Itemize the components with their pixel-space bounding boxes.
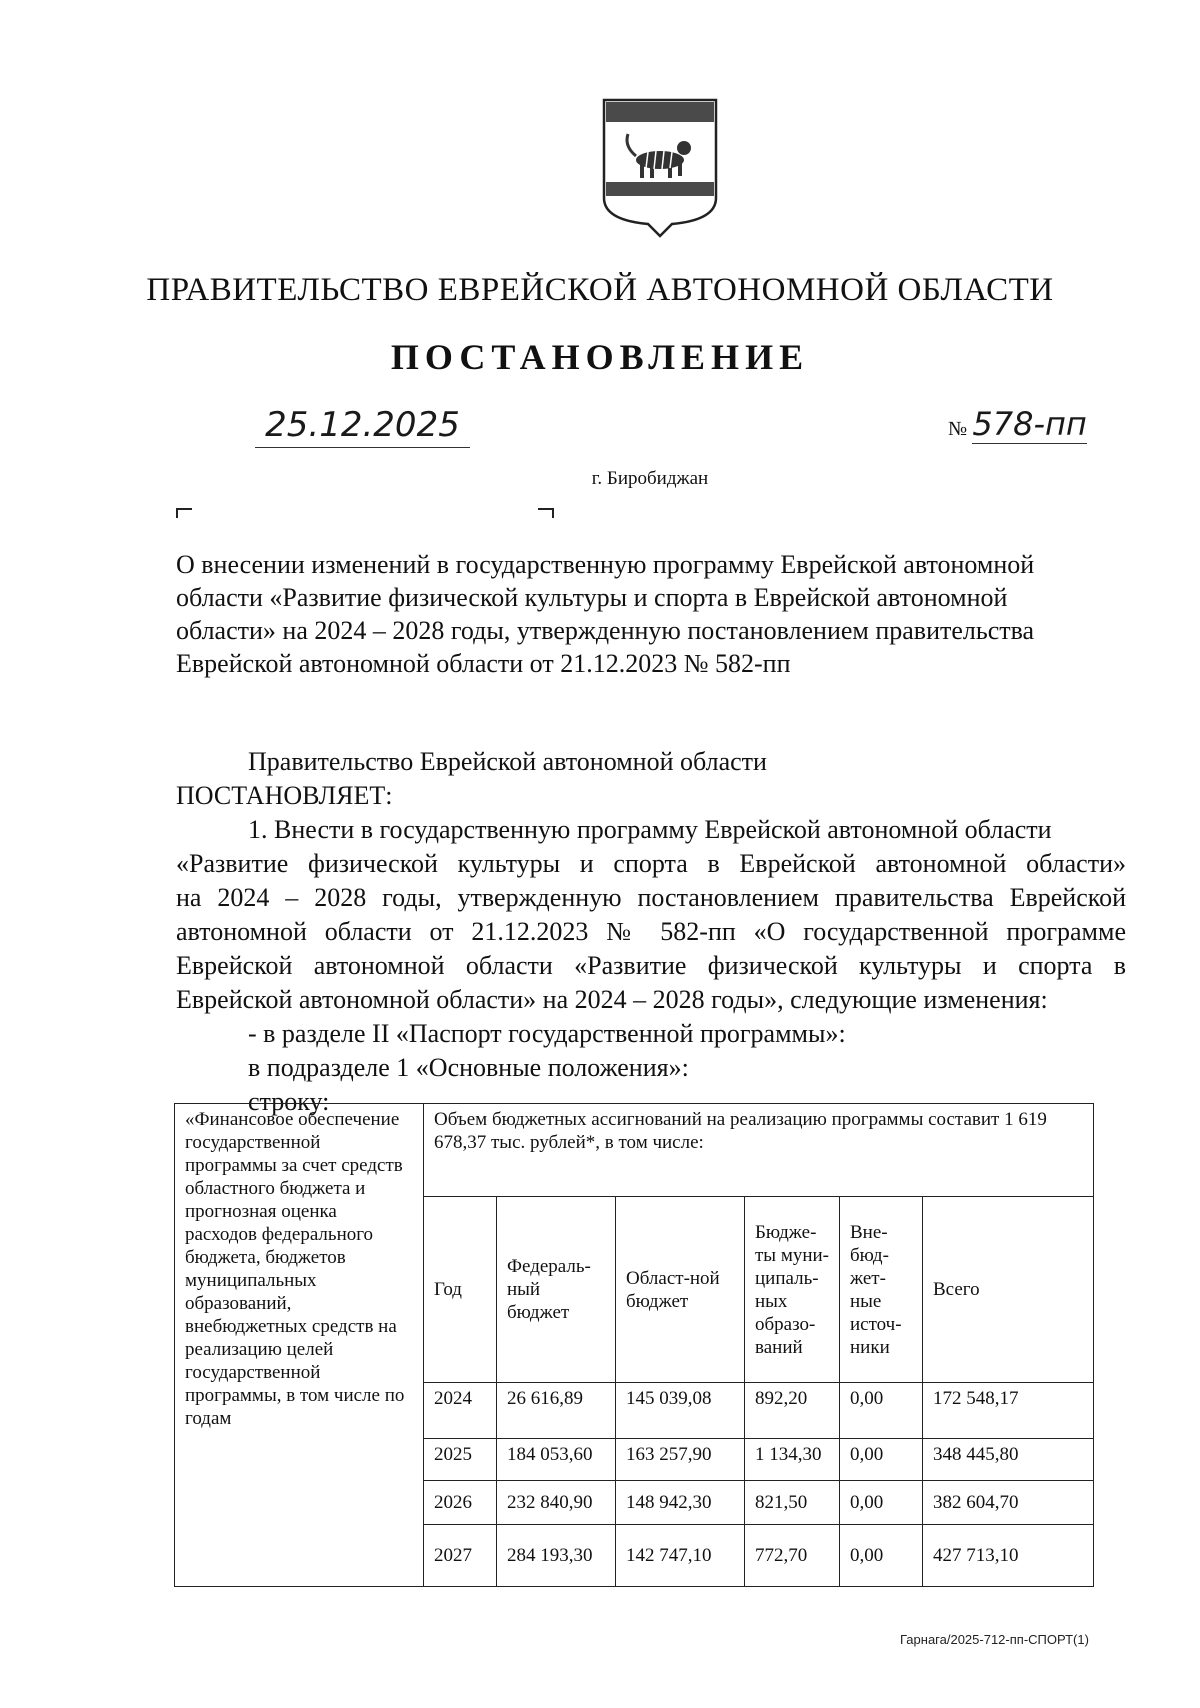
column-header-municipal: Бюдже-ты муни-ципаль-ных образо-ваний: [745, 1197, 840, 1383]
body-line: автономной области от 21.12.2023 № 582-пп «О государственной программе: [176, 917, 1126, 946]
financing-table: [174, 1103, 1094, 1587]
cell-municipal: 1 134,30: [745, 1439, 840, 1481]
body-line: в подразделе 1 «Основные положения»:: [248, 1053, 689, 1082]
subject-line: области «Развитие физической культуры и спорта в Еврейской автономной: [176, 583, 1008, 612]
body-line: Правительство Еврейской автономной области: [248, 747, 767, 776]
footer-document-code: Гарнага/2025-712-пп-СПОРТ(1): [900, 1632, 1089, 1647]
financing-label-cell: «Финансовое обеспечение государственной программы за счет средств областного бюджета и прогнозная оценка расходов федерального бюджета, бюджетов муниципальных образований, внебюджетных средств на реализацию целей государственной программы, в том числе по годам: [175, 1104, 424, 1587]
body-line: строку:: [248, 1087, 330, 1116]
cell-year: 2026: [424, 1481, 497, 1525]
government-title: ПРАВИТЕЛЬСТВО ЕВРЕЙСКОЙ АВТОНОМНОЙ ОБЛАСТИ: [146, 272, 1054, 308]
subject-line: области» на 2024 – 2028 годы, утвержденную постановлением правительства: [176, 616, 1035, 645]
body-line: «Развитие физической культуры и спорта в Еврейской автономной области»: [176, 849, 1126, 878]
document-subject: [176, 548, 1126, 680]
cell-extrabudgetary: 0,00: [840, 1525, 923, 1587]
cell-total: 348 445,80: [923, 1439, 1094, 1481]
cell-federal: 26 616,89: [497, 1383, 616, 1439]
cell-municipal: 892,20: [745, 1383, 840, 1439]
column-header-extrabudgetary: Вне-бюд-жет-ные источ-ники: [840, 1197, 923, 1383]
subject-line: Еврейской автономной области от 21.12.2023 № 582-пп: [176, 649, 791, 678]
city-label: г. Биробиджан: [591, 468, 709, 489]
column-header-year: Год: [424, 1197, 497, 1383]
cell-regional: 145 039,08: [616, 1383, 745, 1439]
body-line: Еврейской автономной области «Развитие физической культуры и спорта в: [176, 951, 1126, 980]
body-line: ПОСТАНОВЛЯЕТ:: [176, 781, 393, 810]
cell-federal: 184 053,60: [497, 1439, 616, 1481]
cell-total: 382 604,70: [923, 1481, 1094, 1525]
cell-municipal: 821,50: [745, 1481, 840, 1525]
cell-extrabudgetary: 0,00: [840, 1383, 923, 1439]
coat-of-arms-emblem: [602, 98, 718, 238]
cell-extrabudgetary: 0,00: [840, 1439, 923, 1481]
handwritten-number: 578-пп: [972, 405, 1087, 443]
subject-bracket-left: [176, 508, 192, 518]
cell-total: 427 713,10: [923, 1525, 1094, 1587]
cell-regional: 163 257,90: [616, 1439, 745, 1481]
column-header-total: Всего: [923, 1197, 1094, 1383]
document-number: [948, 405, 1087, 444]
subject-bracket-right: [538, 508, 554, 518]
cell-total: 172 548,17: [923, 1383, 1094, 1439]
cell-federal: 284 193,30: [497, 1525, 616, 1587]
cell-extrabudgetary: 0,00: [840, 1481, 923, 1525]
cell-municipal: 772,70: [745, 1525, 840, 1587]
body-line: 1. Внести в государственную программу Еврейской автономной области: [248, 815, 1052, 844]
number-sign: №: [948, 418, 968, 440]
body-line: на 2024 – 2028 годы, утвержденную постановлением правительства Еврейской: [176, 883, 1126, 912]
cell-year: 2024: [424, 1383, 497, 1439]
subject-line: О внесении изменений в государственную программу Еврейской автономной: [176, 550, 1035, 579]
handwritten-date: 25.12.2025: [255, 405, 470, 448]
cell-year: 2025: [424, 1439, 497, 1481]
cell-regional: 148 942,30: [616, 1481, 745, 1525]
body-line: - в разделе II «Паспорт государственной программы»:: [248, 1019, 846, 1048]
column-header-regional: Област-ной бюджет: [616, 1197, 745, 1383]
cell-federal: 232 840,90: [497, 1481, 616, 1525]
total-volume-cell: Объем бюджетных ассигнований на реализацию программы составит 1 619 678,37 тыс. рублей*, в том числе:: [424, 1104, 1094, 1197]
cell-regional: 142 747,10: [616, 1525, 745, 1587]
document-body: [176, 745, 1126, 1119]
column-header-federal: Федераль-ный бюджет: [497, 1197, 616, 1383]
cell-year: 2027: [424, 1525, 497, 1587]
body-line: Еврейской автономной области» на 2024 – 2028 годы», следующие изменения:: [176, 985, 1048, 1014]
document-type-title: ПОСТАНОВЛЕНИЕ: [390, 337, 810, 377]
